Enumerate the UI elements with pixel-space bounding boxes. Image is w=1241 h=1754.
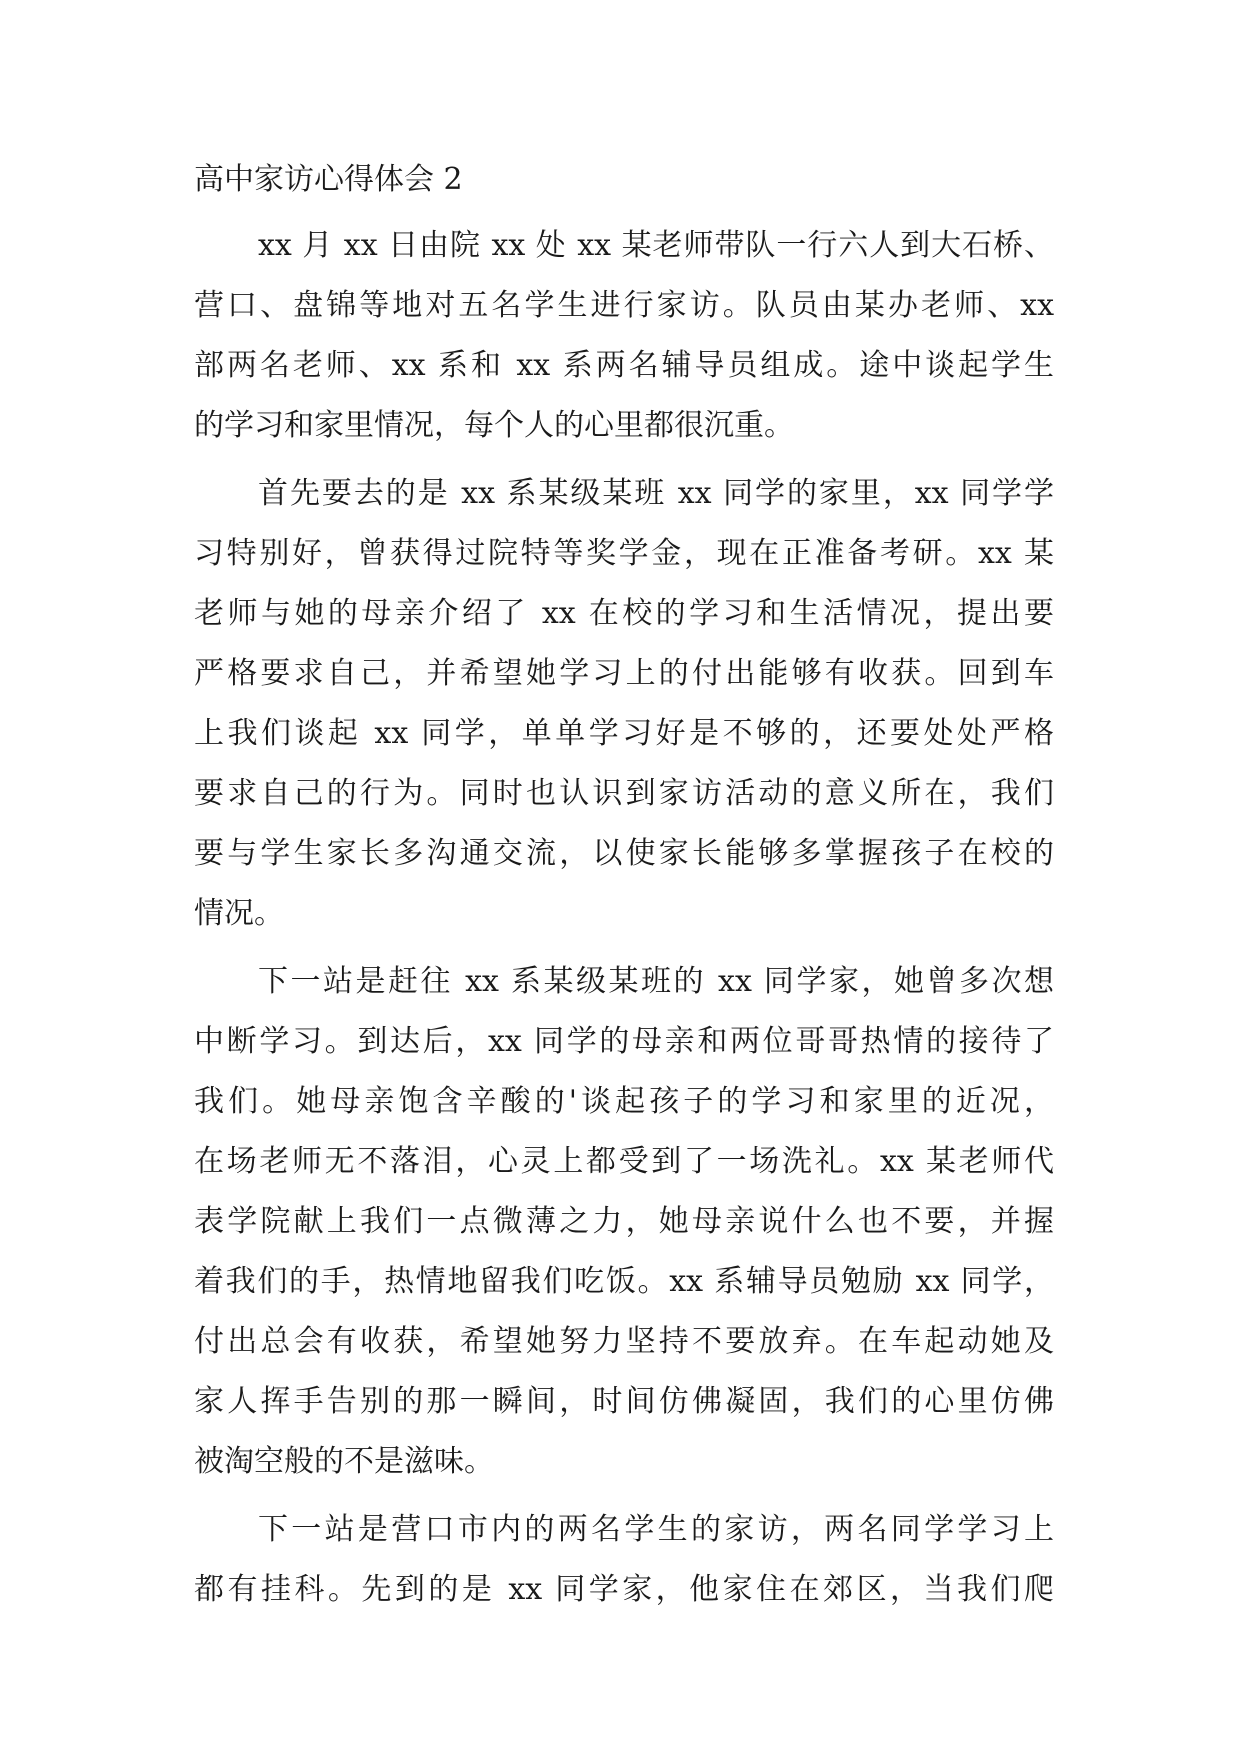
paragraph-line: 下一站是营口市内的两名学生的家访，两名同学学习上: [258, 1512, 1054, 1547]
paragraph-line: 付出总会有收获，希望她努力坚持不要放弃。在车起动她及: [194, 1324, 1054, 1359]
paragraph-line: 下一站是赶往 xx 系某级某班的 xx 同学家，她曾多次想: [258, 964, 1054, 999]
paragraph-line: 表学院献上我们一点微薄之力，她母亲说什么也不要，并握: [194, 1204, 1054, 1239]
paragraph: [194, 216, 1054, 456]
paragraph-line: 习特别好，曾获得过院特等奖学金，现在正准备考研。xx 某: [194, 536, 1054, 571]
paragraph-line: 着我们的手，热情地留我们吃饭。xx 系辅导员勉励 xx 同学，: [194, 1264, 1054, 1299]
document-page: [194, 160, 1054, 1628]
paragraph: [194, 464, 1054, 944]
paragraph-line: 老师与她的母亲介绍了 xx 在校的学习和生活情况，提出要: [194, 596, 1054, 631]
paragraph-line: 在场老师无不落泪，心灵上都受到了一场洗礼。xx 某老师代: [194, 1144, 1054, 1179]
paragraph-line: 被淘空般的不是滋味。: [194, 1444, 494, 1479]
paragraph-line: 部两名老师、xx 系和 xx 系两名辅导员组成。途中谈起学生: [194, 348, 1054, 383]
document-body: [194, 216, 1054, 1620]
paragraph: [194, 952, 1054, 1492]
paragraph-line: 家人挥手告别的那一瞬间，时间仿佛凝固，我们的心里仿佛: [194, 1384, 1054, 1419]
paragraph-line: 首先要去的是 xx 系某级某班 xx 同学的家里，xx 同学学: [258, 476, 1054, 511]
paragraph-line: 营口、盘锦等地对五名学生进行家访。队员由某办老师、xx: [194, 288, 1054, 323]
paragraph-line: xx 月 xx 日由院 xx 处 xx 某老师带队一行六人到大石桥、: [258, 228, 1054, 263]
paragraph-line: 上我们谈起 xx 同学，单单学习好是不够的，还要处处严格: [194, 716, 1054, 751]
paragraph-line: 要与学生家长多沟通交流，以使家长能够多掌握孩子在校的: [194, 836, 1054, 871]
document-title: 高中家访心得体会 2: [194, 162, 463, 197]
paragraph-line: 都有挂科。先到的是 xx 同学家，他家住在郊区，当我们爬: [194, 1572, 1054, 1607]
paragraph: [194, 1500, 1054, 1620]
paragraph-line: 要求自己的行为。同时也认识到家访活动的意义所在，我们: [194, 776, 1054, 811]
paragraph-line: 的学习和家里情况，每个人的心里都很沉重。: [194, 408, 794, 443]
paragraph-line: 中断学习。到达后，xx 同学的母亲和两位哥哥热情的接待了: [194, 1024, 1054, 1059]
paragraph-line: 情况。: [194, 896, 284, 931]
paragraph-line: 我们。她母亲饱含辛酸的'谈起孩子的学习和家里的近况，: [194, 1084, 1054, 1119]
paragraph-line: 严格要求自己，并希望她学习上的付出能够有收获。回到车: [194, 656, 1054, 691]
